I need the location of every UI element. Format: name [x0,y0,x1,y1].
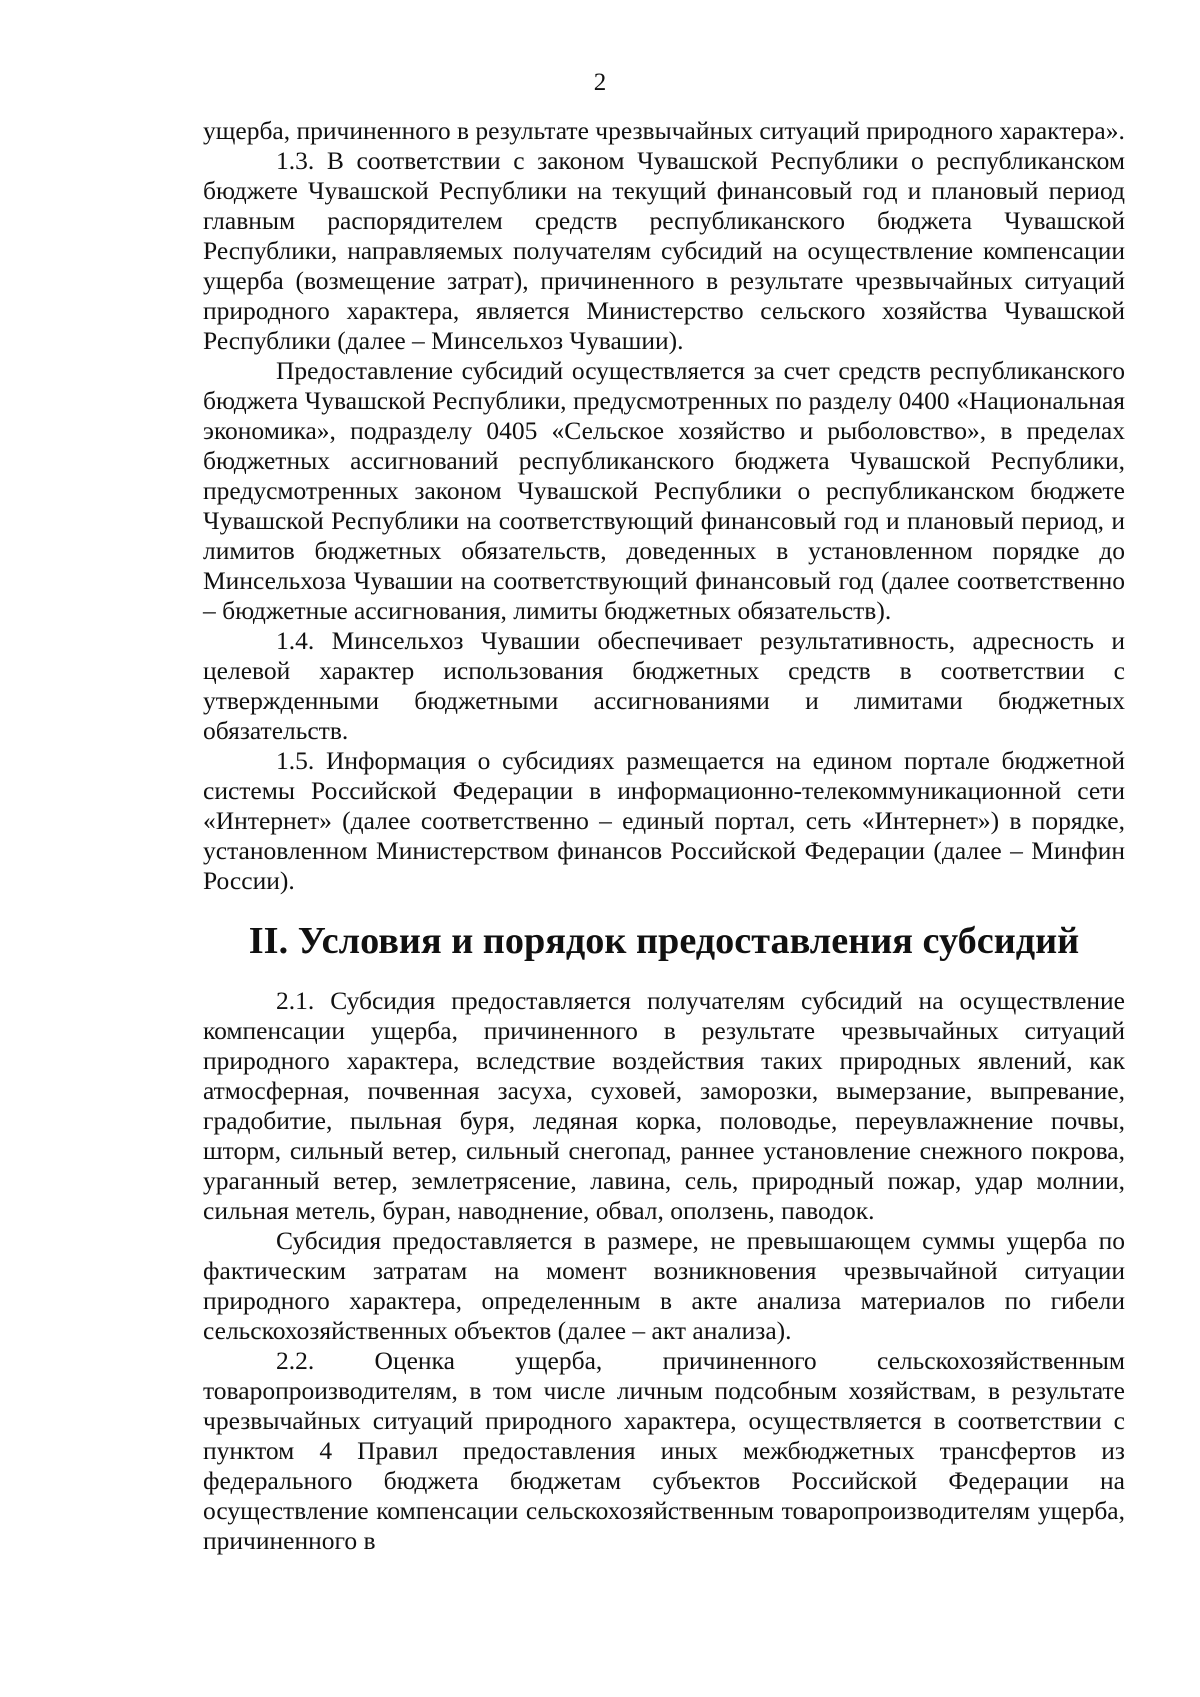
paragraph-2-1: 2.1. Субсидия предоставляется получателям субсидий на осуществление компенсации ущерба, причиненного в результате чрезвычайных ситуаций природного характера, вследствие воздействия таких природных явлений, как атмосферная, почвенная засуха, суховей, заморозки, вымерзание, выпревание, градобитие, пыльная буря, ледяная корка, половодье, переувлажнение почвы, шторм, сильный ветер, сильный снегопад, раннее установление снежного покрова, ураганный ветер, землетрясение, лавина, сель, природный пожар, удар молнии, сильная метель, буран, наводнение, обвал, оползень, паводок. [203,986,1125,1225]
paragraph-continuation: ущерба, причиненного в результате чрезвычайных ситуаций природного характера». [203,116,1125,145]
paragraph-2-2: 2.2. Оценка ущерба, причиненного сельскохозяйственным товаропроизводителям, в том числе личным подсобным хозяйствам, в результате чрезвычайных ситуаций природного характера, осуществляется в соответствии с пунктом 4 Правил предоставления иных межбюджетных трансфертов из федерального бюджета бюджетам субъектов Российской Федерации на осуществление компенсации сельскохозяйственным товаропроизводителям ущерба, причиненного в [203,1346,1125,1555]
paragraph-subsidy-amount: Субсидия предоставляется в размере, не превышающем суммы ущерба по фактическим затратам на момент возникновения чрезвычайной ситуации природного характера, определенным в акте анализа материалов по гибели сельскохозяйственных объектов (далее – акт анализа). [203,1226,1125,1345]
page-number: 2 [593,69,607,96]
paragraph-funding: Предоставление субсидий осуществляется за счет средств республиканского бюджета Чувашской Республики, предусмотренных по разделу 0400 «Национальная экономика», подразделу 0405 «Сельское хозяйство и рыболовство», в пределах бюджетных ассигнований республиканского бюджета Чувашской Республики, предусмотренных законом Чувашской Республики о республиканском бюджете Чувашской Республики на соответствующий финансовый год и плановый период, и лимитов бюджетных обязательств, доведенных в установленном порядке до Минсельхоза Чувашии на соответствующий финансовый год (далее соответственно – бюджетные ассигнования, лимиты бюджетных обязательств). [203,356,1125,625]
section-heading: II. Условия и порядок предоставления субсидий [248,920,1080,962]
paragraph-1-5: 1.5. Информация о субсидиях размещается на едином портале бюджетной системы Российской Федерации в информационно-телекоммуникационной сети «Интернет» (далее соответственно – единый портал, сеть «Интернет») в порядке, установленном Министерством финансов Российской Федерации (далее – Минфин России). [203,746,1125,895]
paragraph-1-4: 1.4. Минсельхоз Чувашии обеспечивает результативность, адресность и целевой характер использования бюджетных средств в соответствии с утвержденными бюджетными ассигнованиями и лимитами бюджетных обязательств. [203,626,1125,745]
document-body [203,116,1125,1556]
paragraph-1-3: 1.3. В соответствии с законом Чувашской Республики о республиканском бюджете Чувашской Республики на текущий финансовый год и плановый период главным распорядителем средств республиканского бюджета Чувашской Республики, направляемых получателям субсидий на осуществление компенсации ущерба (возмещение затрат), причиненного в результате чрезвычайных ситуаций природного характера, является Министерство сельского хозяйства Чувашской Республики (далее – Минсельхоз Чувашии). [203,146,1125,355]
